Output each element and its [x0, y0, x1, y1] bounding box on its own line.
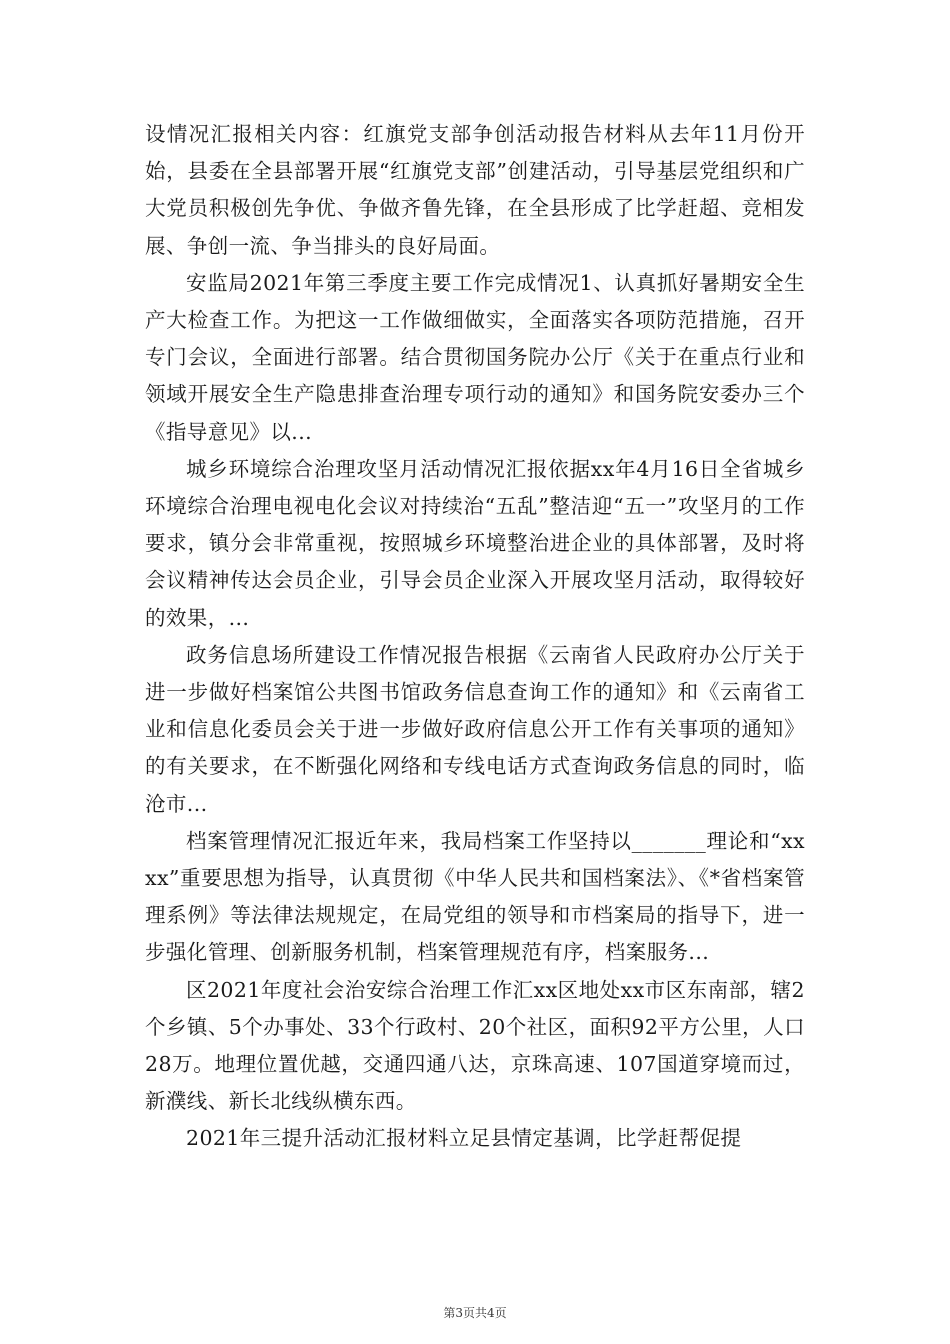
paragraph-gov-info: 政务信息场所建设工作情况报告根据《云南省人民政府办公厅关于进一步做好档案馆公共图书馆政务信息查询工作的通知》和《云南省工业和信息化委员会关于进一步做好政府信息公开工作有关事项的通知》的有关要求，在不断强化网络和专线电话方式查询政务信息的同时，临沧市... — [145, 642, 805, 816]
paragraph-archives: 档案管理情况汇报近年来，我局档案工作坚持以_______理论和“xxxx”重要思想为指导，认真贯彻《中华人民共和国档案法》、《*省档案管理系例》等法律法规规定，在局党组的领导和市档案局的指导下，进一步强化管理、创新服务机制，档案管理规范有序，档案服务... — [145, 828, 805, 965]
document-body — [145, 116, 805, 1158]
paragraph-safety-bureau: 安监局2021年第三季度主要工作完成情况1、认真抓好暑期安全生产大检查工作。为把这一工作做细做实，全面落实各项防范措施，召开专门会议，全面进行部署。结合贯彻国务院办公厅《关于在重点行业和领域开展安全生产隐患排查治理专项行动的通知》和国务院安委办三个《指导意见》以... — [145, 270, 805, 444]
paragraph-three-improvements: 2021年三提升活动汇报材料立足县情定基调，比学赶帮促提 — [186, 1126, 742, 1151]
paragraph-continuation: 设情况汇报相关内容：红旗党支部争创活动报告材料从去年11月份开始，县委在全县部署开展“红旗党支部”创建活动，引导基层党组织和广大党员积极创先争优、争做齐鲁先锋，在全县形成了比学赶超、竞相发展、争创一流、争当排头的良好局面。 — [145, 122, 805, 258]
paragraph-public-security: 区2021年度社会治安综合治理工作汇xx区地处xx市区东南部，辖2个乡镇、5个办事处、33个行政村、20个社区，面积92平方公里，人口28万。地理位置优越，交通四通八达，京珠高速、107国道穿境而过，新濮线、新长北线纵横东西。 — [145, 977, 805, 1114]
page-number-footer: 第3页共4页 — [443, 1306, 507, 1320]
paragraph-urban-rural: 城乡环境综合治理攻坚月活动情况汇报依据xx年4月16日全省城乡环境综合治理电视电化会议对持续治“五乱”整洁迎“五一”攻坚月的工作要求，镇分会非常重视，按照城乡环境整治进企业的具体部署，及时将会议精神传达会员企业，引导会员企业深入开展攻坚月活动，取得较好的效果，... — [145, 456, 805, 630]
